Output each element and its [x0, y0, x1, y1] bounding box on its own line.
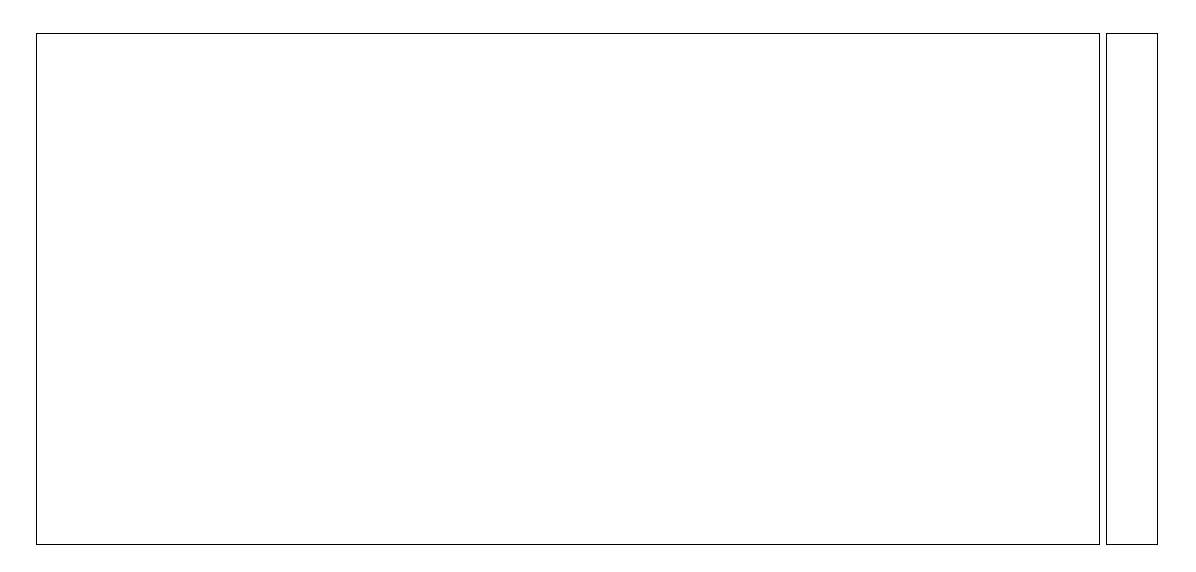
heatmap-grid [36, 33, 1100, 545]
y-axis-tick-labels [4, 33, 30, 545]
colorbar [1106, 33, 1158, 545]
x-axis-tick-labels [36, 549, 1100, 567]
